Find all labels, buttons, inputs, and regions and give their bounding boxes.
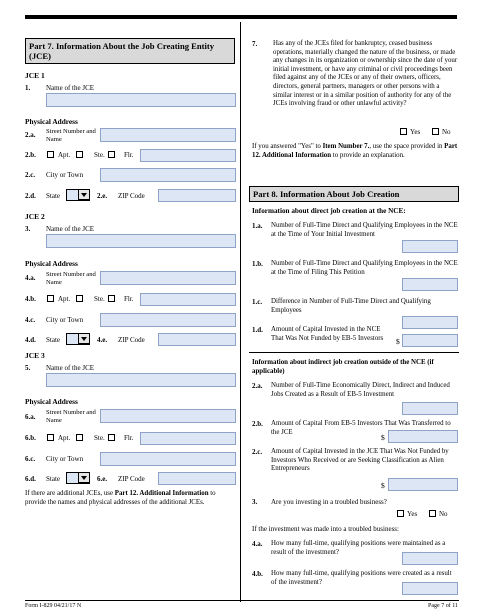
item-2a-input[interactable] [402,402,458,415]
jce1-apt-label: Apt. [58,151,71,159]
jce3-name-label: Name of the JCE [46,364,95,372]
jce3-flr-checkbox[interactable] [108,434,115,441]
jce2-apt-num: 4.b. [25,295,36,303]
item-2c-num: 2.c. [252,448,263,456]
q7-no-checkbox[interactable] [432,128,439,135]
indirect-heading: Information about indirect job creation outside of the NCE (if applicable) [252,359,434,375]
q7-explain-note [252,143,458,160]
jce3-city-input[interactable] [100,452,236,466]
note-text-1: If there are additional JCEs, use [25,490,115,497]
item-2c-input[interactable] [388,478,458,491]
item-2c-text: Amount of Capital Invested in the JCE That Was Not Funded by Investors Who Received or are Seeking Classification as Alien Entrepreneurs [271,448,449,473]
note-bold: Part 12. Additional Information [114,490,209,497]
item-4b-text: How many full-time, qualifying positions were created as a result of the investment? [271,570,452,586]
jce1-city-label: City or Town [46,171,84,179]
item-2b-dollar: $ [381,433,385,442]
item-2c-dollar: $ [381,481,385,490]
jce2-state-label: State [46,336,60,344]
footer-rule [25,600,459,601]
jce2-zip-input[interactable] [158,333,236,346]
form-id: Form I-829 04/21/17 N [25,603,82,609]
top-rule [25,15,457,19]
jce2-apt-label: Apt. [58,295,71,303]
explain-text-1: If you answered "Yes" to [252,143,323,150]
jce1-zip-num: 2.e. [97,192,108,200]
explain-bold-2: Part 12. Additional Information [252,143,458,159]
jce1-ste-checkbox[interactable] [76,151,83,158]
q3-yes-label: Yes [407,510,418,518]
chevron-down-icon [78,189,90,200]
jce1-ste-label: Ste. [94,151,105,159]
jce1-apt-checkbox[interactable] [47,151,54,158]
jce1-name-input[interactable] [46,93,236,107]
jce1-address-label: Physical Address [25,117,78,126]
jce3-zip-num: 6.e. [97,475,108,483]
jce3-city-label: City or Town [46,455,84,463]
item-1b-input[interactable] [402,278,458,291]
jce1-name-label: Name of the JCE [46,84,95,92]
jce3-name-input[interactable] [46,373,236,387]
jce2-zip-label: ZIP Code [118,336,145,344]
direct-heading: Information about direct job creation at the NCE: [252,207,406,215]
part7-header [25,38,235,64]
troubled-heading: If the investment was made into a troubled business: [252,525,399,533]
jce3-street-input[interactable] [100,409,236,423]
q3-yes-checkbox[interactable] [397,510,404,517]
jce1-zip-input[interactable] [158,189,236,202]
item-1a-input[interactable] [402,240,458,253]
jce3-apt-num: 6.b. [25,434,36,442]
jce1-street-num: 2.a. [25,131,36,139]
part8-title: Part 8. Information About Job Creation [253,189,400,199]
item-4a-text: How many full-time, qualifying positions were maintained as a result of the investment? [271,540,446,556]
item-4a-num: 4.a. [252,540,263,548]
jce1-state-num: 2.d. [25,192,36,200]
item-1c-input[interactable] [402,316,458,329]
jce3-flr-label: Flr. [124,434,134,442]
jce2-address-label: Physical Address [25,259,78,268]
q3-no-label: No [439,510,448,518]
chevron-down-icon [78,472,90,483]
item-2b-input[interactable] [388,430,458,443]
item-1d-input[interactable] [402,334,458,347]
jce1-street-input[interactable] [100,128,236,142]
q3-no-checkbox[interactable] [429,510,436,517]
jce1-apt-num: 2.b. [25,151,36,159]
jce1-label: JCE 1 [25,71,45,80]
jce2-unit-input[interactable] [140,293,236,306]
jce3-name-num: 5. [25,364,31,372]
q7-yes-label: Yes [410,128,421,136]
jce3-unit-input[interactable] [140,432,236,445]
jce1-flr-checkbox[interactable] [108,151,115,158]
q7-text: Has any of the JCEs filed for bankruptcy, ceased business operations, materially changed the nature of the business, or made any changes in its organization or ownership since the date of your initial investment, or have any criminal or civil proceedings been filed against any of the JCEs or any of their owners, officers, directors, general partners, managers or other persons with a similar interest or in a similar position of authority for any of the JCEs involving fraud or other unlawful activity? [273,40,458,108]
item-4b-num: 4.b. [252,570,263,578]
item-1b-num: 1.b. [252,260,263,268]
item-4b-input[interactable] [402,582,458,595]
jce2-zip-num: 4.e. [97,336,108,344]
jce1-name-num: 1. [25,84,31,92]
page-number: Page 7 of 11 [428,603,458,609]
part8-header [249,186,459,202]
column-divider [240,22,241,602]
item-1b-text: Number of Full-Time Direct and Qualifying Employees in the NCE at the Time of Filing This Petition [271,260,458,276]
jce1-state-label: State [46,192,60,200]
jce2-city-label: City or Town [46,316,84,324]
jce3-state-label: State [46,475,60,483]
jce1-flr-label: Flr. [124,151,134,159]
item-1c-text: Difference in Number of Full-Time Direct and Qualifying Employees [271,298,431,314]
jce3-city-num: 6.c. [25,455,36,463]
jce3-apt-label: Apt. [58,434,71,442]
jce3-ste-label: Ste. [94,434,105,442]
jce3-zip-input[interactable] [158,472,236,485]
jce3-address-label: Physical Address [25,397,78,406]
jce2-city-input[interactable] [100,313,236,327]
jce2-ste-label: Ste. [94,295,105,303]
jce1-state-select[interactable] [66,189,90,201]
explain-text-2: , use the space provided in [369,143,445,150]
item-2a-num: 2.a. [252,382,263,390]
jce1-unit-input[interactable] [140,149,236,162]
item-4a-input[interactable] [402,552,458,565]
jce2-city-num: 4.c. [25,316,36,324]
q7-num: 7. [252,40,258,48]
jce2-apt-checkbox[interactable] [47,295,54,302]
jce1-zip-label: ZIP Code [118,192,145,200]
explain-text-3: to provide an explanation. [331,151,405,159]
jce2-label: JCE 2 [25,212,45,221]
jce3-label: JCE 3 [25,351,45,360]
additional-jce-note [25,490,237,507]
jce1-street-label: Street Number and Name [46,128,96,143]
jce2-flr-label: Flr. [124,295,134,303]
jce3-ste-checkbox[interactable] [76,434,83,441]
jce2-street-input[interactable] [100,271,236,285]
jce3-street-label: Street Number and Name [46,409,96,424]
explain-bold-1: Item Number 7. [322,143,370,150]
item-1a-num: 1.a. [252,222,263,230]
jce2-name-input[interactable] [46,234,236,248]
jce3-zip-label: ZIP Code [118,475,145,483]
jce2-street-num: 4.a. [25,274,36,282]
item-1d-text: Amount of Capital Invested in the NCE That Was Not Funded by EB-5 Investors [271,326,384,342]
jce3-street-num: 6.a. [25,413,36,421]
jce3-apt-checkbox[interactable] [47,434,54,441]
jce3-state-select[interactable] [66,472,90,484]
q3-text: Are you investing in a troubled business? [271,498,387,506]
jce2-state-num: 4.d. [25,336,36,344]
q7-yes-checkbox[interactable] [400,128,407,135]
q7-no-label: No [442,128,451,136]
item-1c-num: 1.c. [252,298,263,306]
jce2-state-select[interactable] [66,333,90,345]
item-2b-text: Amount of Capital From EB-5 Investors That Was Transferred to the JCE [271,420,451,436]
item-1d-dollar: $ [396,337,400,346]
item-1d-num: 1.d. [252,326,263,334]
jce1-city-num: 2.c. [25,171,36,179]
jce2-name-num: 3. [25,225,31,233]
chevron-down-icon [78,333,90,344]
item-2b-num: 2.b. [252,420,263,428]
jce2-flr-checkbox[interactable] [108,295,115,302]
q3-num: 3. [252,498,258,506]
section-divider [249,352,459,353]
jce2-street-label: Street Number and Name [46,271,96,286]
item-1a-text: Number of Full-Time Direct and Qualifying Employees in the NCE at the Time of Your Initial Investment [271,222,458,238]
item-2a-text: Number of Full-Time Economically Direct, Indirect and Induced Jobs Created as a Result of EB-5 Investment [271,382,450,398]
jce2-ste-checkbox[interactable] [76,295,83,302]
jce2-name-label: Name of the JCE [46,225,95,233]
part7-title: Part 7. Information About the Job Creating Entity (JCE) [29,41,215,61]
jce1-city-input[interactable] [100,168,236,182]
jce3-state-num: 6.d. [25,475,36,483]
note-text-2: to provide the names and physical addresses of the additional JCEs. [25,490,216,506]
